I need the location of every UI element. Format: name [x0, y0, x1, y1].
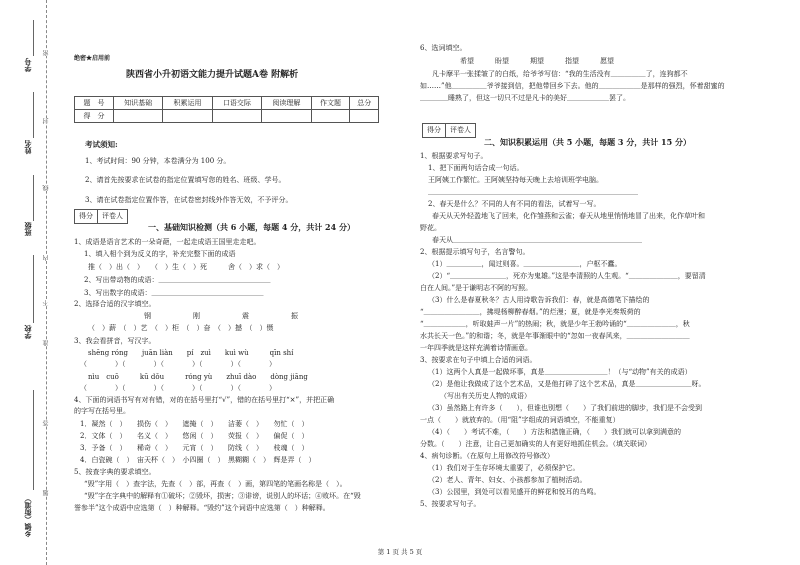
- section2-line: 5、按要求写句子。: [420, 500, 481, 508]
- scorer-score-label: 得分: [423, 124, 446, 137]
- section1-line: 3．予备（ ） 稀奇（ ） 元宵（ ） 防线（ ） 枝魂（ ）: [80, 444, 309, 452]
- margin-blank: [33, 20, 34, 56]
- section2-line: 2、春天是什么？不同的人有不同的看法，试着写一写。: [428, 200, 601, 208]
- section2-line: 4、病句诊断。（在原句上用修改符号修改）: [420, 452, 554, 460]
- score-cell[interactable]: [163, 110, 212, 123]
- confidential-stamp: 绝密★启用前: [74, 55, 111, 62]
- section2-line: 王阿姨工作繁忙。王阿姨坚持每天晚上去培训班学电脑。: [428, 176, 603, 184]
- section1-line: （ ）（ ）（ ）（ ）（ ）: [80, 384, 276, 392]
- right-line: ＿＿＿＿睡熟了，但这一切只不过是凡卡的美好＿＿＿＿＿＿罢了。: [420, 94, 630, 102]
- score-cell[interactable]: [262, 110, 311, 123]
- section1-line: 推（ ）出（ ） （ ）生（ ）死 舍（ ）求（ ）: [88, 263, 284, 271]
- score-cell[interactable]: [113, 110, 162, 123]
- score-header: 总分: [350, 97, 379, 110]
- section1-line: （ ）薪 （ ）艺 （ ）柜 （ ）奋 （ ）撼 （ ）慑: [88, 324, 274, 332]
- section1-line: 1．凝然（ ） 损伤（ ） 遮掩（ ） 洁萎（ ） 勿忙（ ）: [80, 420, 309, 428]
- margin-blank: [33, 175, 34, 221]
- scorer-grader-label: 评卷人: [450, 126, 471, 134]
- section1-line: 2、写出带动物的成语：＿＿＿＿＿＿＿＿＿＿＿＿＿＿＿＿: [84, 276, 271, 284]
- scorer-grader-label: 评卷人: [102, 212, 123, 220]
- section1-line: 2、选择合适的汉字填空。: [74, 300, 156, 308]
- margin-blank: [33, 92, 34, 138]
- score-header: 阅读理解: [262, 97, 311, 110]
- section2-line: （4）（ ）考试不难，（ ）方法和措施正确，（ ）我们就可以拿到满意的: [428, 428, 681, 436]
- notice-item: 2、请首先按要求在试卷的指定位置填写您的姓名、班级、学号。: [85, 176, 286, 184]
- section2-line: 水共长天一色。”的和谐；冬，就是年事渐眼中的“忽如一夜春风来，＿＿＿＿＿＿＿＿＿: [420, 332, 690, 340]
- section2-line: 分数。（ ）注意，让自己更加确实的人有更好地抓住机会。（填关联词）: [420, 440, 651, 448]
- margin-label-class: 班级: [23, 222, 32, 236]
- section1-line: 5、按查字典的要求填空。: [74, 468, 156, 476]
- section2-line: 春天从＿＿＿＿＿＿＿＿＿＿＿＿＿＿＿＿＿＿＿＿＿＿＿＿＿＿＿: [432, 236, 642, 244]
- section2-line: （1）＿＿＿＿＿，闻过则喜。＿＿＿＿＿＿＿＿，户枢不蠹。: [428, 260, 622, 268]
- section2-line: （3）虽然路上有许多（ ），但谁也别想（ ）了我们前进的脚步，我们是不会受到: [428, 404, 702, 412]
- section2-line: 1、根据要求写句子。: [420, 152, 488, 160]
- section2-line: 一点（ ）就放弃的。（用“阻”字组成的词语填空，不能重复）: [420, 416, 620, 424]
- section2-line: （3）公园里，到处可以看见盛开的鲜花和悦耳的鸟鸣。: [428, 488, 601, 496]
- section1-line: 4、下面的词语书写有对有错，对的在括号里打“√”，错的在括号里打“×”，并把正确: [74, 396, 335, 404]
- section1-line: 3、我会看拼音，写汉字。: [74, 337, 156, 345]
- section2-line: （1）这两个人真是一起做坏事，真是＿＿＿＿＿＿＿＿＿！（与“动物”有关的成语）: [428, 368, 692, 376]
- section1-line: 1、成语是语言艺术的一朵奇葩，一起走成语王国里走走吧。: [74, 238, 261, 246]
- section1-line: （ ）（ ）（ ）（ ）（ ）: [80, 360, 276, 368]
- score-header: 积累运用: [163, 97, 212, 110]
- section1-line: “毁”字用（ ）查字法，先查（ ）部，再查（ ）画，第四笔的笔画名称是（ ）。: [84, 480, 347, 488]
- score-header: 作文题: [311, 97, 350, 110]
- section2-line: “＿＿＿＿＿＿，听取蛙声一片”的热闹；秋，就是少年王勃吟诵的“＿＿＿＿＿＿＿，秋: [420, 320, 690, 328]
- section2-line: 野花。: [420, 224, 441, 232]
- section2-line: 3、按要求在句子中填上合适的词语。: [420, 356, 537, 364]
- margin-blank: [33, 255, 34, 323]
- section1-line: shēng róng juān liàn pí zuì kuì wù qīn shí: [88, 349, 294, 357]
- margin-note: 封: [43, 118, 50, 124]
- section2-line: 一年四季就是这样充满着诗情画意。: [420, 344, 532, 352]
- section2-line: （2）是他让我做成了这个艺术品，又是他打碎了这个艺术品，真是＿＿＿＿＿＿＿＿呀。: [428, 380, 706, 388]
- margin-note: 答: [43, 420, 50, 426]
- section1-line: 的字写在括号里。: [74, 407, 130, 415]
- notice-item: 1、考试时间：90 分钟，本卷满分为 100 分。: [85, 157, 231, 165]
- page-title: 陕西省小升初语文能力提升试题A卷 附解析: [126, 70, 299, 80]
- margin-blank: [33, 390, 34, 490]
- section2-line: 2、根据提示填写句子，名言警句。: [420, 248, 530, 256]
- binding-margin: [0, 0, 62, 565]
- scorer-box: [422, 123, 476, 138]
- margin-note: 不: [43, 300, 50, 306]
- margin-label-school: 学校: [23, 325, 32, 339]
- section2-line: （2）老人、青年、妇女、小孩都参加了植树活动。: [428, 476, 587, 484]
- score-header: 题 号: [75, 97, 114, 110]
- section1-line: 钢 刚 震 振: [144, 312, 298, 320]
- notice-heading: 考试须知:: [85, 140, 118, 149]
- score-cell[interactable]: [350, 110, 379, 123]
- section1-line: 3、写出数字的成语：＿＿＿＿＿＿＿＿＿＿＿＿＿＿＿＿: [84, 289, 264, 297]
- section1-heading: 一、基础知识检测（共 6 小题，每题 4 分，共计 24 分）: [148, 222, 355, 232]
- section2-line: （写出有关历史人物的成语）: [440, 392, 531, 400]
- section2-heading: 二、知识积累运用（共 5 小题，每题 3 分，共计 15 分）: [484, 137, 691, 147]
- margin-label-township: 乡镇（街道）: [23, 495, 32, 537]
- seal-line: [46, 0, 47, 565]
- section2-line: 白在人间。”是于谦明志不阿的写照。: [420, 284, 533, 292]
- section2-line: 春天从天外轻盈地飞了回来，化作雏燕和云雀；春天从地里悄悄地冒了出来，化作草叶和: [432, 212, 705, 220]
- section2-line: （1）我们对于生存环境太重要了，必须保护它。: [428, 464, 580, 472]
- section2-line: 1、把下面两句话合成一句话。: [428, 164, 524, 172]
- margin-note: 题: [43, 490, 50, 496]
- right-line: 凡卡摩平一张揉皱了的白纸，给爷爷写信：“我的生活没有＿＿＿＿＿了，连狗都不: [432, 70, 688, 78]
- section1-line: 誉参半”这个成语中应选第（ ）种解释。“毁约”这个词语中应选第（ ）种解释。: [74, 504, 330, 512]
- section1-line: 2．文体（ ） 名义（ ） 悠闲（ ） 荧报（ ） 偏促（ ）: [80, 432, 309, 440]
- margin-note: 内: [43, 255, 50, 261]
- section1-line: 1、填入相个到为反义的字，补充完整下面的成语: [84, 250, 236, 258]
- section1-line: 4．白瓷碗（ ） 宙天杯（ ） 小四圈（ ） 黑糊糊（ ） 辉是弄（ ）: [80, 456, 316, 464]
- score-table: [74, 96, 379, 123]
- notice-item: 3、请在试卷指定位置作答，在试卷密封线外作答无效，不予评分。: [85, 196, 293, 204]
- margin-label-name: 姓名: [23, 140, 32, 154]
- word-options: 希望 盼望 期望 指望 愿望: [460, 57, 614, 65]
- section2-line: ＿＿＿＿＿＿＿＿＿＿＿＿＿＿＿＿＿＿＿＿＿＿＿＿＿＿＿＿＿＿: [428, 188, 638, 196]
- score-header: 口语交际: [212, 97, 261, 110]
- margin-note: 密: [43, 50, 50, 56]
- right-line: 6、选词填空。: [420, 44, 467, 52]
- section2-line: （3）什么是春夏秋冬？古人用诗歌告诉我们：春，就是高德笔下描绘的: [428, 296, 650, 304]
- section2-line: （2）“＿＿＿＿＿＿＿＿，死亦为鬼雄。”这是李清照的人生观。“＿＿＿＿＿＿＿，要留清: [428, 272, 706, 280]
- score-cell[interactable]: [311, 110, 350, 123]
- score-header: 知识基础: [113, 97, 162, 110]
- margin-note: 线: [43, 185, 50, 191]
- section2-line: “＿＿＿＿＿＿＿＿，拂堤杨柳醉春烟。”的烂漫；夏，就是李光奏叛荷的: [420, 308, 641, 316]
- section1-line: nìu cuō kū dǒu róng yù zhuī dào dòng jiāng: [88, 373, 308, 381]
- scorer-score-label: 得分: [75, 210, 98, 223]
- margin-label-student-id: 学号: [23, 58, 32, 72]
- score-cell[interactable]: [212, 110, 261, 123]
- margin-note: 准: [43, 340, 50, 346]
- section1-line: “毁”字在字典中的解释有①破坏；②毁坏，损害；③诽谤，说别人的坏话；④败坏。在“毁: [84, 492, 361, 500]
- scorer-box: [74, 209, 128, 224]
- score-row-label: 得 分: [75, 110, 114, 123]
- page-number: 第 1 页 共 5 页: [377, 548, 423, 556]
- right-line: 如……”他＿＿＿＿＿爷爷接到信，把他带回乡下去。他的＿＿＿＿＿＿是那样的强烈，怀着甜蜜的: [420, 82, 725, 90]
